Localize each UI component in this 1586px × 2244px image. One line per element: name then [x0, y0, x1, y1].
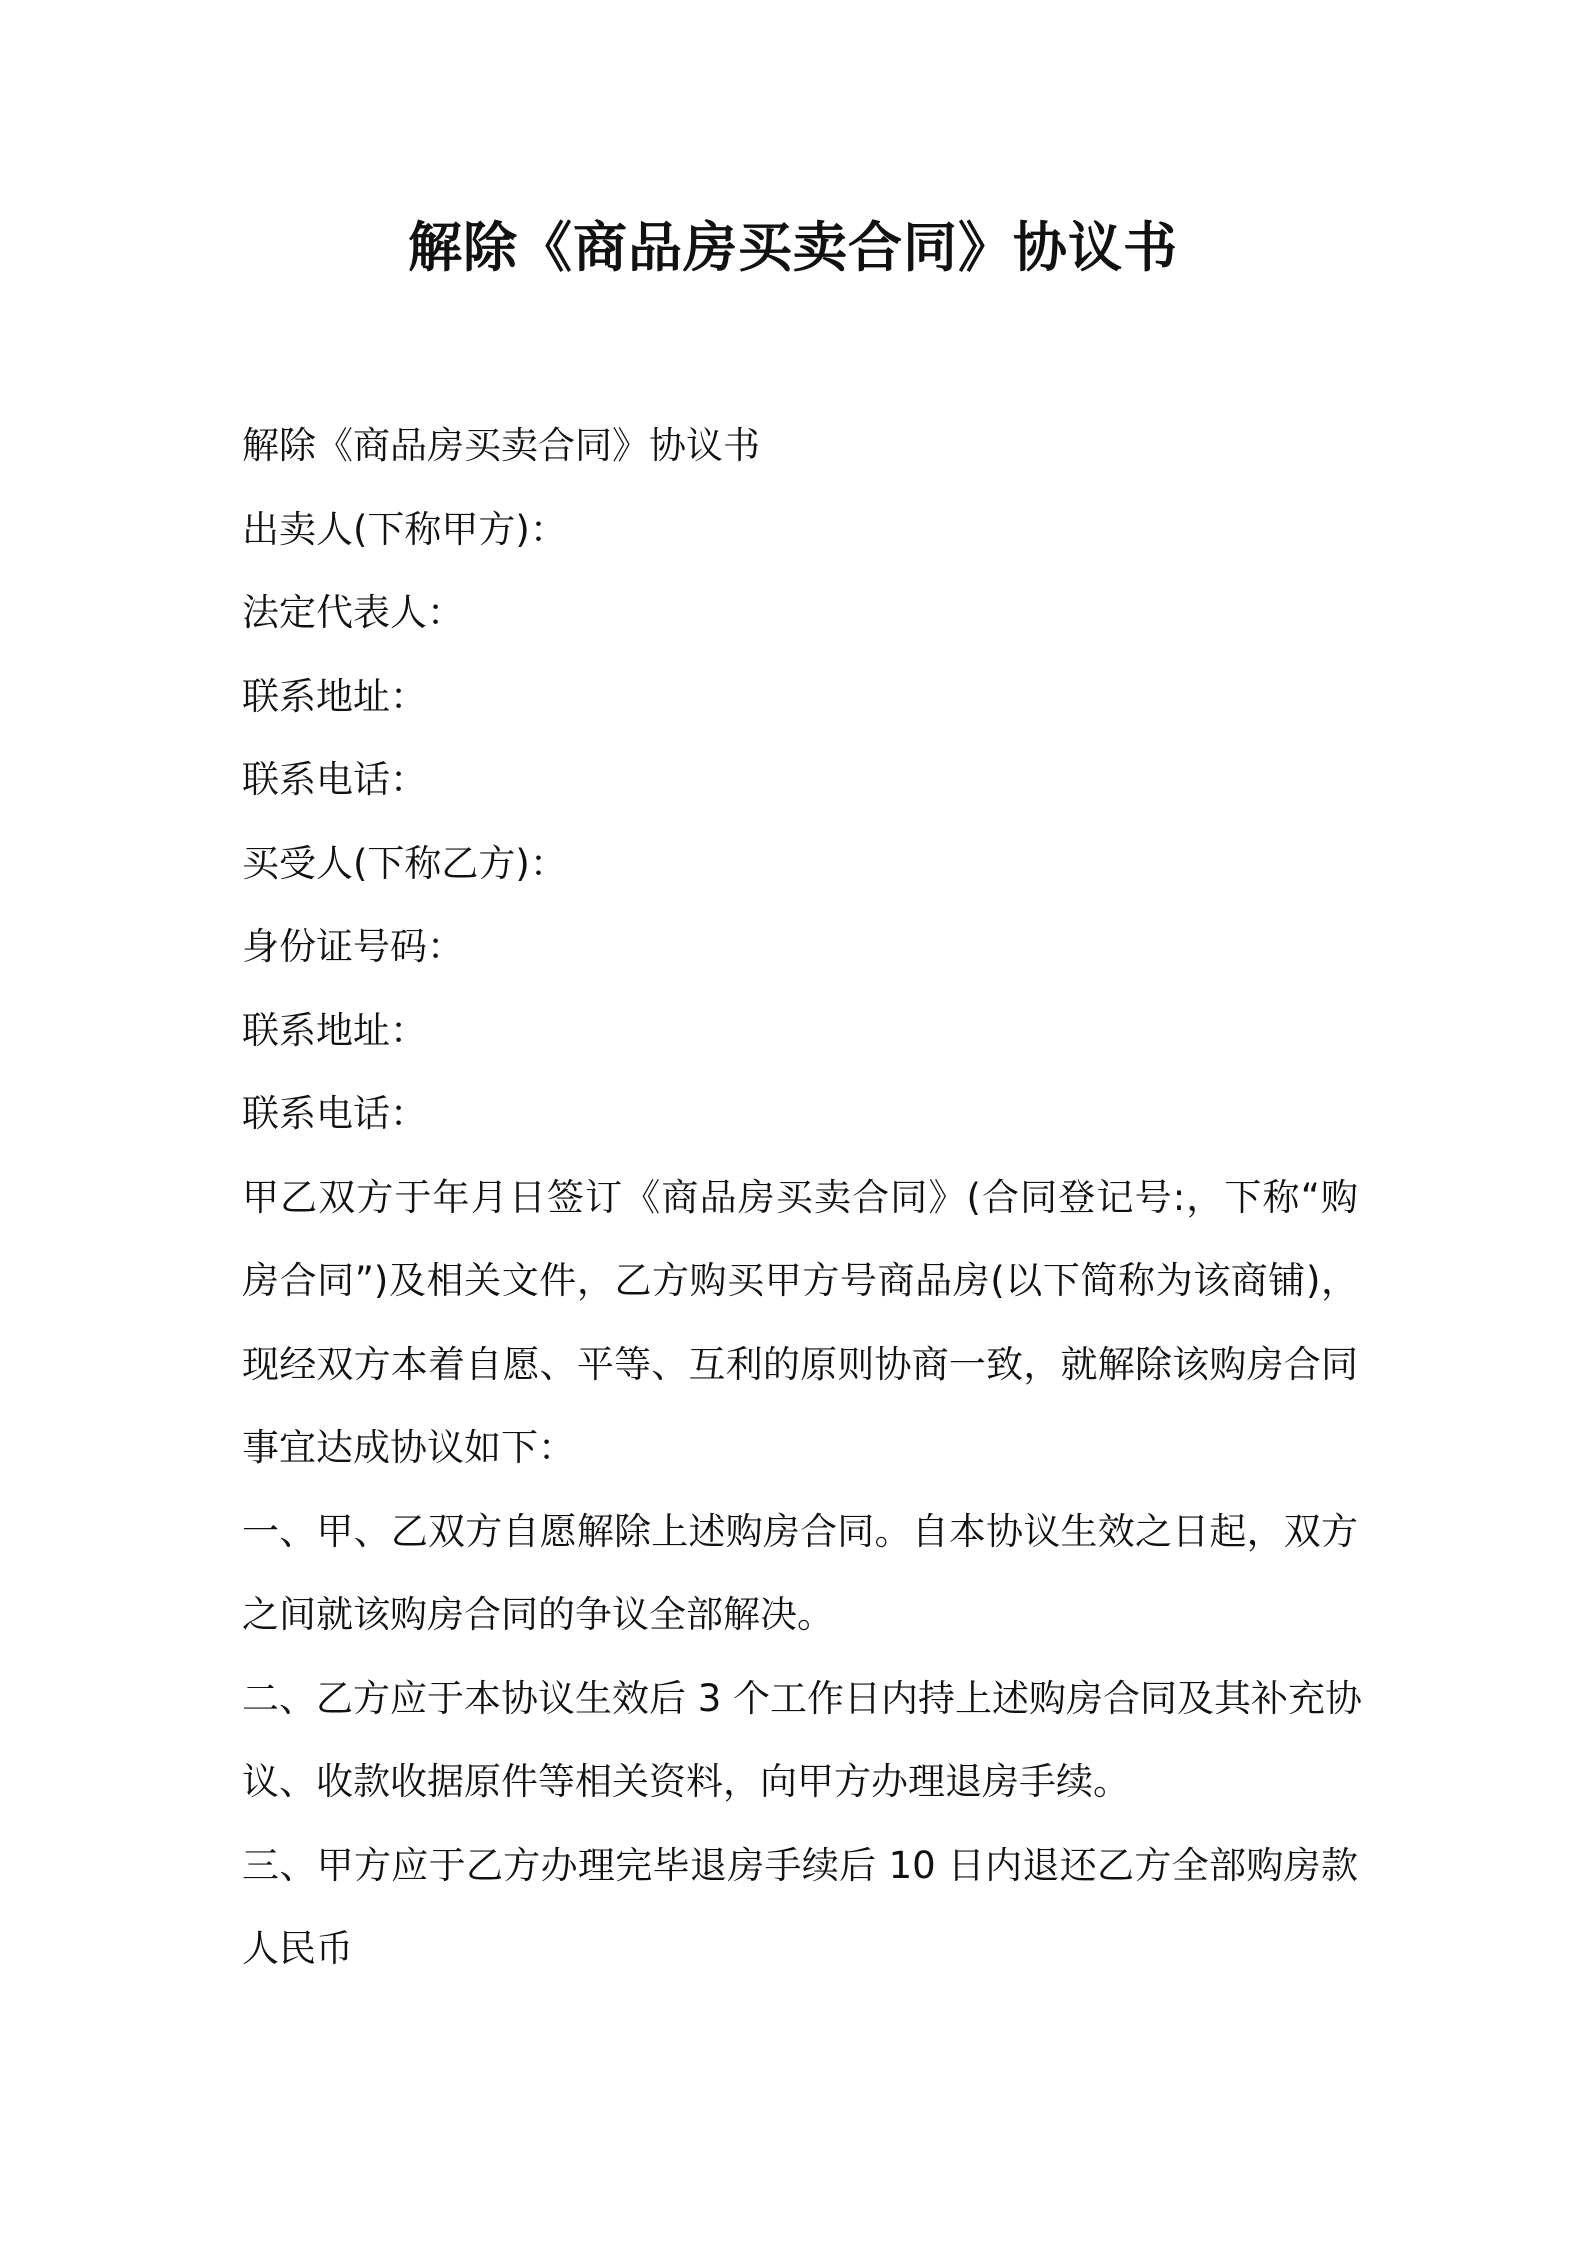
document-title: 解除《商品房买卖合同》协议书	[408, 216, 1178, 279]
buyer-address-field: 联系地址：	[242, 1008, 427, 1052]
buyer-phone-field: 联系电话：	[242, 1092, 427, 1135]
buyer-field: 买受人(下称乙方)：	[242, 841, 567, 885]
paragraph-line: 事宜达成协议如下：	[242, 1426, 575, 1469]
paragraph-line: 三、甲方应于乙方办理完毕退房手续后 10 日内退还乙方全部购房款	[242, 1843, 1358, 1887]
legal-representative-field: 法定代表人：	[242, 591, 464, 634]
paragraph-line: 甲乙双方于年月日签订《商品房买卖合同》(合同登记号:，下称“购	[242, 1175, 1358, 1219]
clause-two	[242, 1657, 1363, 1824]
subtitle-line: 解除《商品房买卖合同》协议书	[242, 424, 760, 467]
seller-field: 出卖人(下称甲方)：	[242, 507, 567, 551]
id-number-field: 身份证号码：	[242, 925, 464, 968]
paragraph-line: 房合同”)及相关文件，乙方购买甲方号商品房(以下简称为该商铺)，	[242, 1259, 1358, 1302]
paragraph-line: 二、乙方应于本协议生效后 3 个工作日内持上述购房合同及其补充协	[242, 1676, 1363, 1720]
document-body	[242, 404, 1363, 1991]
paragraph-line: 之间就该购房合同的争议全部解决。	[242, 1593, 834, 1636]
clause-three	[242, 1824, 1358, 1991]
paragraph-line: 人民币	[242, 1927, 353, 1970]
paragraph-line: 现经双方本着自愿、平等、互利的原则协商一致，就解除该购房合同	[242, 1342, 1358, 1386]
paragraph-line: 议、收款收据原件等相关资料，向甲方办理退房手续。	[242, 1760, 1130, 1803]
intro-paragraph	[242, 1156, 1358, 1490]
clause-one	[242, 1490, 1358, 1657]
paragraph-line: 一、甲、乙双方自愿解除上述购房合同。自本协议生效之日起，双方	[242, 1509, 1358, 1553]
seller-address-field: 联系地址：	[242, 674, 427, 718]
seller-phone-field: 联系电话：	[242, 758, 427, 801]
